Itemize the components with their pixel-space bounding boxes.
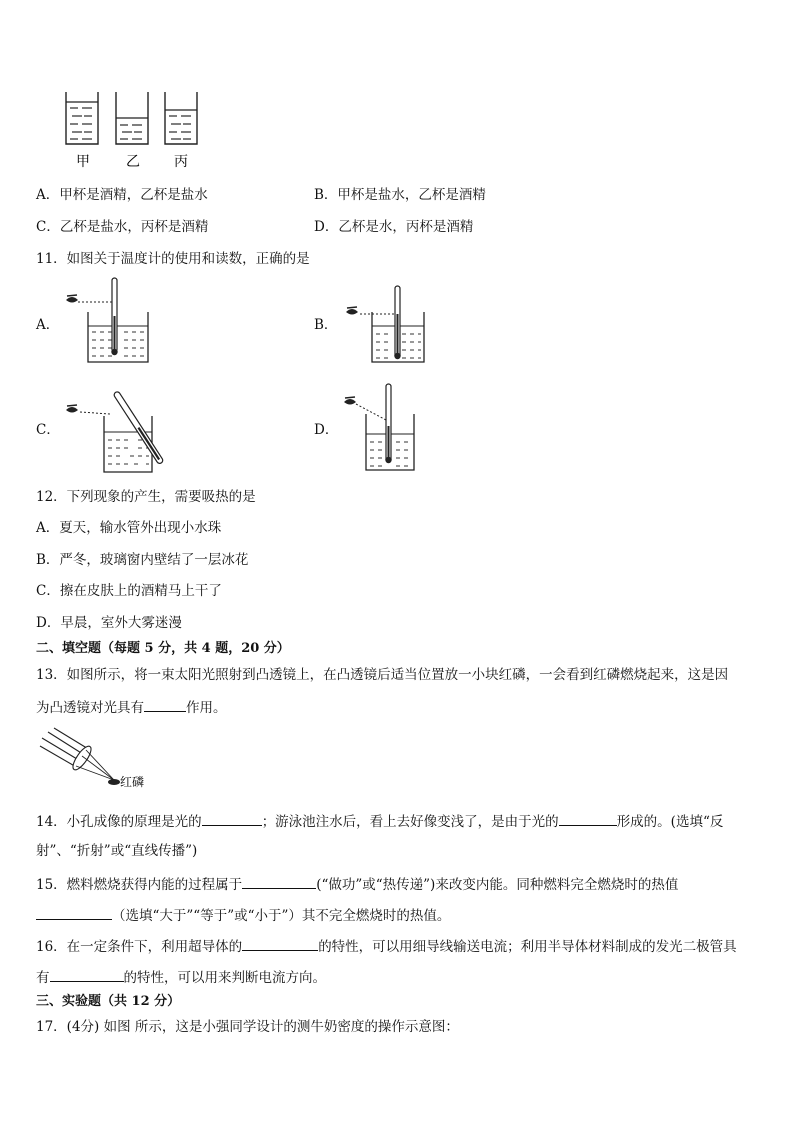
thermometer-figure-d	[340, 380, 430, 474]
q11-label-d: D．	[314, 422, 339, 438]
thermometer-figure-b	[340, 276, 430, 366]
q16-line2	[36, 967, 326, 987]
q16-blank-1[interactable]	[242, 936, 318, 951]
thermometer-figure-c	[62, 390, 162, 476]
section-experiment-title: 三、实验题（共 12 分）	[36, 994, 181, 1009]
q15-line2	[36, 905, 450, 925]
q12-option-d: D．早晨，室外大雾迷漫	[36, 615, 182, 631]
q12-option-b: B．严冬，玻璃窗内壁结了一层冰花	[36, 552, 249, 568]
q12-option-a: A．夏天，输水管外出现小水珠	[36, 520, 222, 536]
q10-option-d: D．乙杯是水，丙杯是酒精	[314, 219, 474, 235]
q14-blank-1[interactable]	[202, 811, 262, 826]
q10-option-a: A．甲杯是酒精，乙杯是盐水	[36, 187, 208, 203]
thermometer-figure-a	[62, 276, 152, 366]
q14-line2: 射”、“折射”或“直线传播”)	[36, 843, 198, 859]
q14-blank-2[interactable]	[559, 811, 617, 826]
q15-blank-1[interactable]	[242, 874, 316, 889]
q15-line1	[36, 874, 678, 894]
q10-option-b: B．甲杯是盐水，乙杯是酒精	[314, 187, 486, 203]
q15-blank-2[interactable]	[36, 905, 112, 920]
q14-text-b: ；游泳池注水后，看上去好像变浅了，是由于光的	[261, 814, 559, 830]
q15-text-b: (“做功”或“热传递”)来改变内能。同种燃料完全燃烧时的热值	[316, 877, 679, 893]
q11-label-a: A．	[36, 317, 60, 333]
q16-text-d: 的特性，可以用来判断电流方向。	[123, 970, 326, 986]
q15-text-c: （选填“大于”“等于”或“小于”）其不完全燃烧时的热值。	[112, 908, 451, 924]
q13-line1: 13．如图所示，将一束太阳光照射到凸透镜上，在凸透镜后适当位置放一小块红磷，一会看到红磷燃烧起来，这是因	[36, 667, 729, 683]
section-fill-in-title: 二、填空题（每题 5 分，共 4 题，20 分）	[36, 641, 290, 656]
q11-label-c: C．	[36, 422, 60, 438]
q12-option-c: C．擦在皮肤上的酒精马上干了	[36, 583, 222, 599]
q12-stem: 12．下列现象的产生，需要吸热的是	[36, 489, 256, 505]
q14-text-c: 形成的。(选填“反	[616, 814, 724, 830]
red-phosphorus-label: 红磷	[120, 775, 145, 789]
q13-text-a: 为凸透镜对光具有	[36, 700, 144, 716]
q16-text-a: 16．在一定条件下，利用超导体的	[36, 939, 243, 955]
q16-blank-2[interactable]	[50, 967, 124, 982]
q13-answer-blank[interactable]	[144, 697, 186, 712]
q16-text-c: 有	[36, 970, 50, 986]
cup-label-jia: 甲	[76, 154, 90, 170]
q11-label-b: B．	[314, 317, 338, 333]
q14-text-a: 14．小孔成像的原理是光的	[36, 814, 202, 830]
cup-label-bing: 丙	[174, 154, 188, 170]
cup-label-yi: 乙	[126, 154, 140, 170]
cups-figure	[60, 88, 210, 170]
q10-option-c: C．乙杯是盐水，丙杯是酒精	[36, 219, 209, 235]
q15-text-a: 15．燃料燃烧获得内能的过程属于	[36, 877, 243, 893]
q14-line1	[36, 811, 723, 831]
q16-line1	[36, 936, 737, 956]
q13-line2	[36, 697, 227, 717]
q11-stem: 11．如图关于温度计的使用和读数，正确的是	[36, 251, 310, 267]
q13-text-b: 作用。	[186, 700, 227, 716]
q16-text-b: 的特性，可以用细导线输送电流；利用半导体材料制成的发光二极管具	[318, 939, 737, 955]
q17-stem: 17．(4分) 如图 所示，这是小强同学设计的测牛奶密度的操作示意图：	[36, 1019, 459, 1035]
convex-lens-figure	[38, 728, 158, 792]
